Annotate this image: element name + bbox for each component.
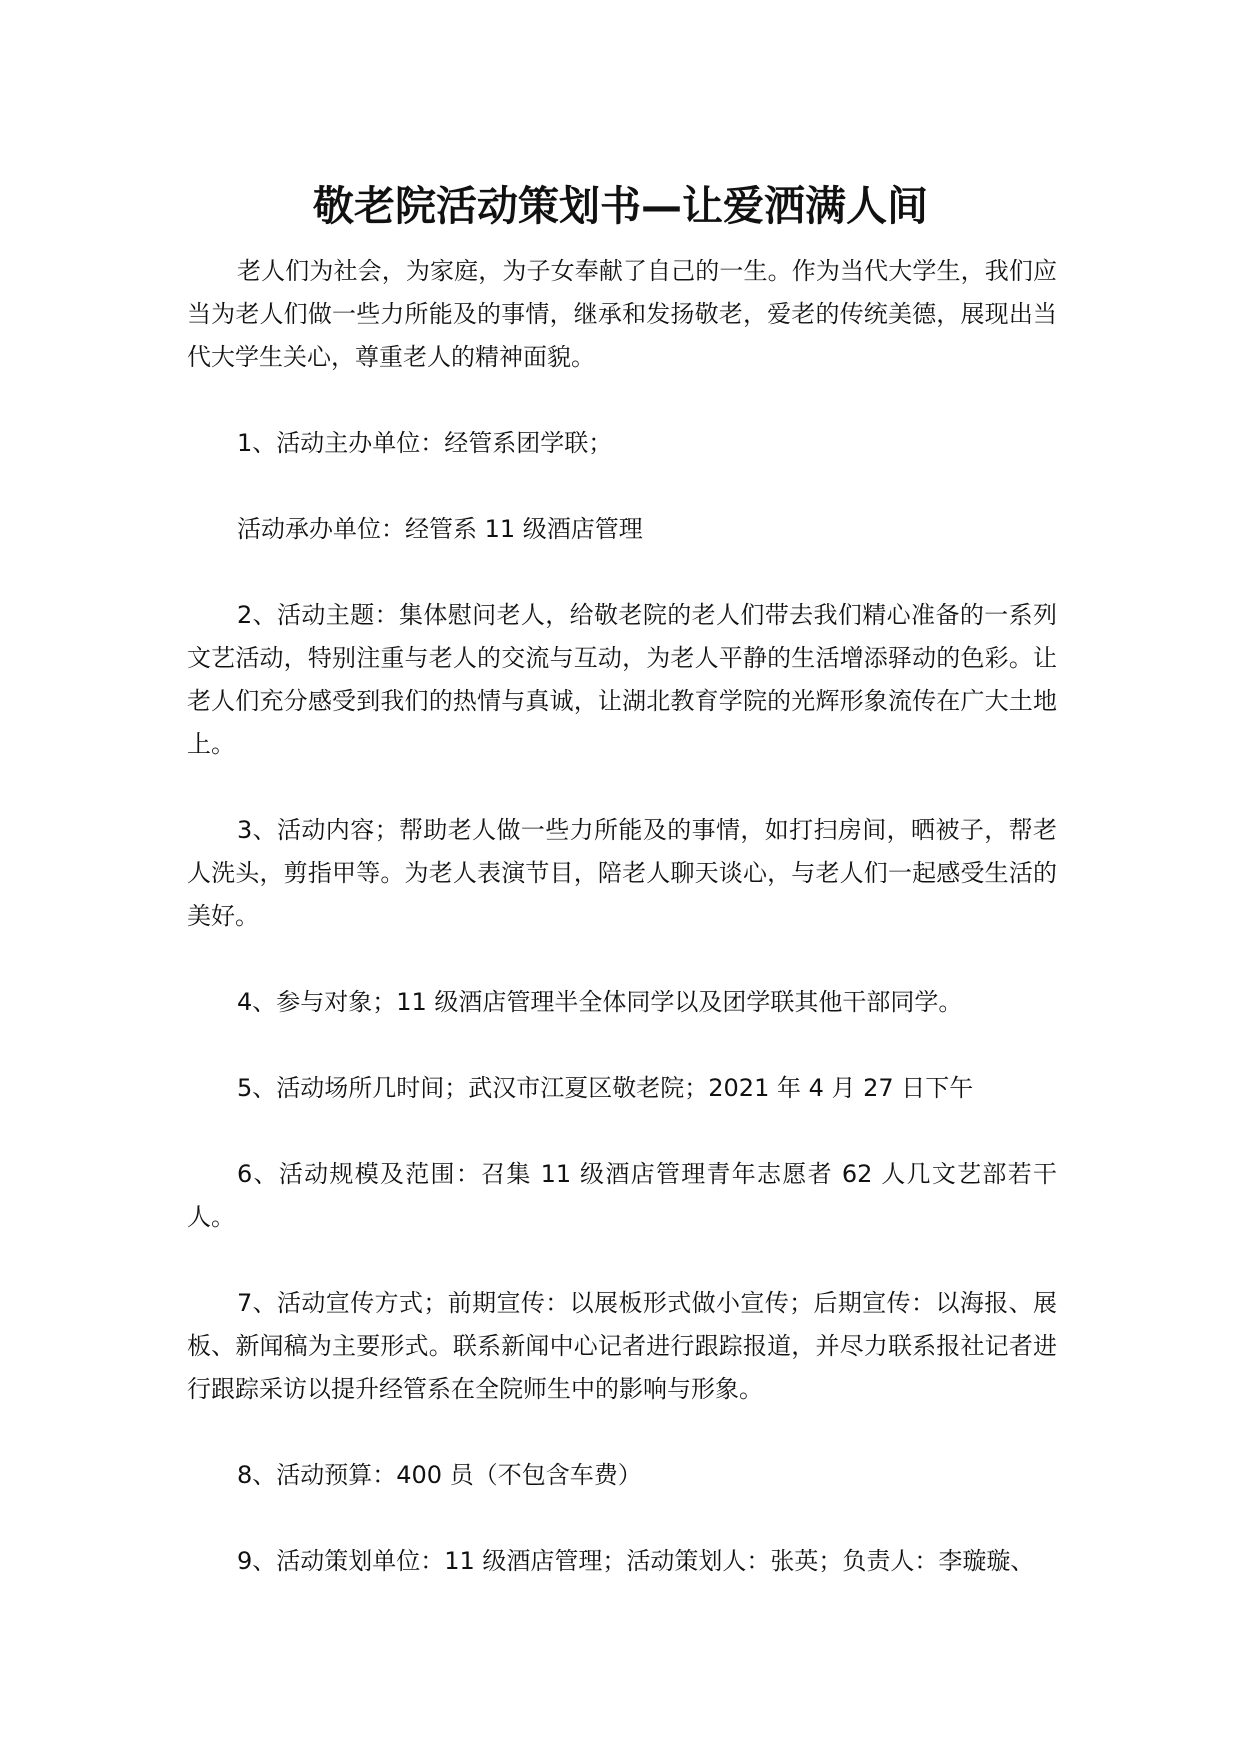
budget-paragraph: 8、活动预算：400 员（不包含车费） [237,1461,642,1489]
organizer-paragraph: 1、活动主办单位：经管系团学联； [237,429,613,457]
intro-paragraph: 老人们为社会，为家庭，为子女奉献了自己的一生。作为当代大学生，我们应当为老人们做一些力所能及的事情，继承和发扬敬老，爱老的传统美德，展现出当代大学生关心，尊重老人的精神面貌。 [187,257,1057,371]
content-paragraph: 3、活动内容；帮助老人做一些力所能及的事情，如打扫房间，晒被子，帮老人洗头，剪指甲等。为老人表演节目，陪老人聊天谈心，与老人们一起感受生活的美好。 [187,816,1057,930]
document-body [187,250,1057,1626]
planner-paragraph: 9、活动策划单位：11 级酒店管理；活动策划人：张英；负责人：李璇璇、 [237,1547,1035,1575]
document-title: 敬老院活动策划书—让爱洒满人间 [313,182,928,230]
theme-paragraph: 2、活动主题：集体慰问老人，给敬老院的老人们带去我们精心准备的一系列文艺活动，特别注重与老人的交流与互动，为老人平静的生活增添驿动的色彩。让老人们充分感受到我们的热情与真诚，让湖北教育学院的光辉形象流传在广大土地上。 [187,601,1057,758]
publicity-paragraph: 7、活动宣传方式；前期宣传：以展板形式做小宣传；后期宣传：以海报、展板、新闻稿为主要形式。联系新闻中心记者进行跟踪报道，并尽力联系报社记者进行跟踪采访以提升经管系在全院师生中的影响与形象。 [187,1289,1057,1403]
scale-paragraph: 6、活动规模及范围：召集 11 级酒店管理青年志愿者 62 人几文艺部若干人。 [187,1160,1057,1231]
participants-paragraph: 4、参与对象；11 级酒店管理半全体同学以及团学联其他干部同学。 [237,988,963,1016]
co-organizer-paragraph: 活动承办单位：经管系 11 级酒店管理 [237,515,643,543]
venue-time-paragraph: 5、活动场所几时间；武汉市江夏区敬老院；2021 年 4 月 27 日下午 [237,1074,974,1102]
